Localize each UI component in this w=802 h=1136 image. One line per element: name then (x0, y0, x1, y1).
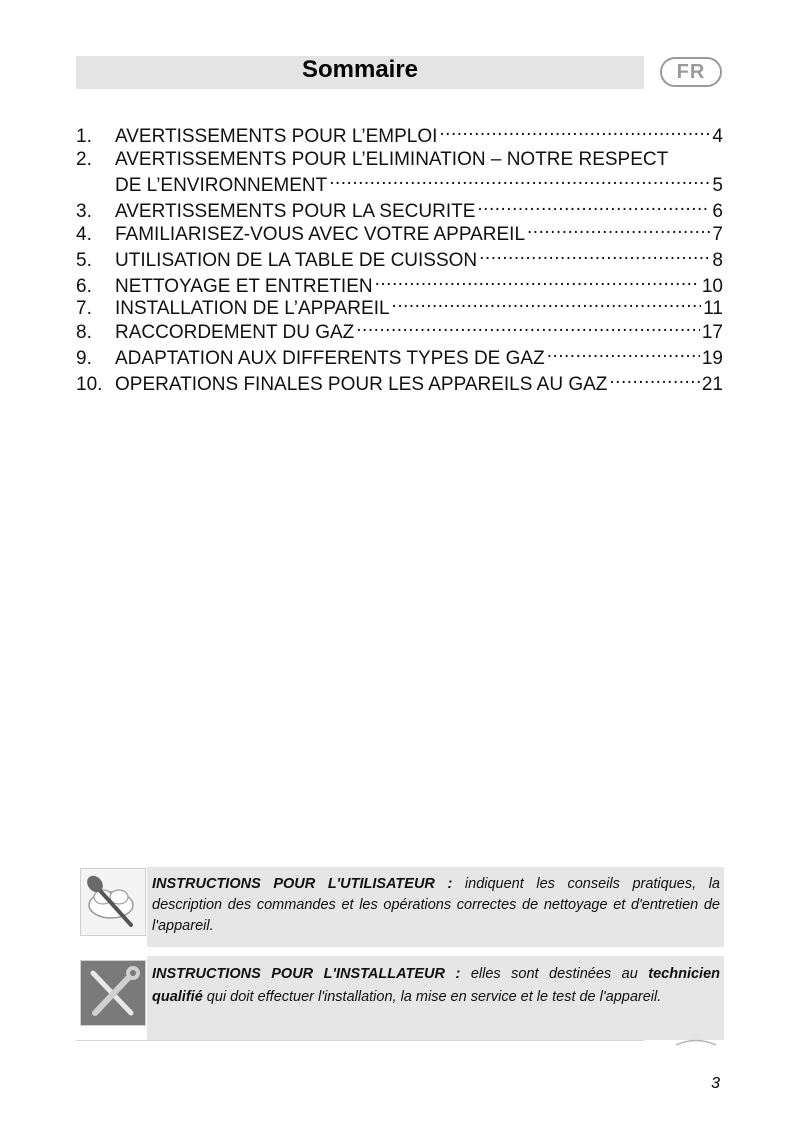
toc-page-number: 10 (701, 276, 723, 297)
toc-leader-dots (356, 320, 700, 338)
toc-leader-dots (547, 346, 700, 364)
toc-title: DE L’ENVIRONNEMENT (115, 175, 328, 196)
toc-title: INSTALLATION DE L’APPAREIL (115, 298, 390, 319)
toc-entry-4[interactable] (76, 222, 723, 247)
toc-entry-10[interactable] (76, 372, 723, 397)
toc-number: 6. (76, 276, 92, 297)
toc-title-line1: AVERTISSEMENTS POUR L’ELIMINATION – NOTRE RESPECT (115, 149, 669, 170)
toc-leader-dots (329, 173, 710, 191)
toc-page-number: 8 (712, 250, 723, 271)
toc-entry-7[interactable] (76, 296, 723, 321)
toc-leader-dots (527, 222, 710, 240)
toc-page-number: 21 (701, 374, 723, 395)
toc-page-number: 11 (703, 298, 723, 319)
note-text: elles sont destinées au (460, 966, 649, 982)
toc-entry-2[interactable] (76, 173, 723, 198)
toc-title: ADAPTATION AUX DIFFERENTS TYPES DE GAZ (115, 348, 545, 369)
toc-page-number: 4 (712, 126, 723, 147)
toc-leader-dots (439, 124, 710, 142)
toc-entry-2-line1[interactable] (76, 148, 723, 172)
language-badge: FR (660, 57, 722, 87)
toc-entry-9[interactable] (76, 346, 723, 371)
toc-title: FAMILIARISEZ-VOUS AVEC VOTRE APPAREIL (115, 224, 526, 245)
toc-title: OPERATIONS FINALES POUR LES APPAREILS AU GAZ (115, 374, 608, 395)
toc-number: 8. (76, 322, 92, 343)
user-instructions-note (147, 867, 724, 947)
page-number: 3 (711, 1075, 720, 1092)
footer-divider (76, 1040, 644, 1041)
note-text: indiquent les conseils pratiques, la description des commandes et les opérations correctes de nettoyage et d'entretien de l'appareil. (152, 876, 720, 934)
toc-leader-dots (477, 199, 710, 217)
toc-title: AVERTISSEMENTS POUR LA SECURITE (115, 201, 476, 222)
toc-title: UTILISATION DE LA TABLE DE CUISSON (115, 250, 478, 271)
note-emphasis: technicien qualifié (152, 966, 720, 1005)
note-heading: INSTRUCTIONS POUR L'INSTALLATEUR : (152, 966, 461, 982)
note-text: qui doit effectuer l'installation, la mise en service et le test de l'appareil. (202, 989, 662, 1005)
toc-leader-dots (375, 274, 700, 292)
toc-number: 7. (76, 298, 92, 319)
toc-page-number: 6 (712, 201, 723, 222)
toc-number: 10. (76, 374, 103, 395)
toc-number: 3. (76, 201, 92, 222)
toc-leader-dots (392, 296, 702, 314)
tools-icon (80, 960, 146, 1026)
toc-title: NETTOYAGE ET ENTRETIEN (115, 276, 373, 297)
toc-entry-3[interactable] (76, 199, 723, 224)
toc-page-number: 7 (712, 224, 723, 245)
toc-entry-1[interactable] (76, 124, 723, 149)
toc-page-number: 5 (712, 175, 723, 196)
installer-instructions-note (147, 956, 724, 1040)
toc-entry-8[interactable] (76, 320, 723, 345)
toc-leader-dots (479, 248, 710, 266)
toc-entry-5[interactable] (76, 248, 723, 273)
footer-arc (676, 1038, 716, 1046)
toc-title: AVERTISSEMENTS POUR L’EMPLOI (115, 126, 438, 147)
toc-number: 5. (76, 250, 92, 271)
toc-number: 4. (76, 224, 92, 245)
title-bar (76, 56, 644, 89)
toc-page-number: 17 (701, 322, 723, 343)
toc-page-number: 19 (701, 348, 723, 369)
chef-spoon-icon (80, 868, 146, 936)
page-title: Sommaire (301, 56, 419, 83)
note-heading: INSTRUCTIONS POUR L'UTILISATEUR : (152, 876, 453, 892)
toc-number: 1. (76, 126, 92, 147)
toc-number: 9. (76, 348, 92, 369)
toc-title: RACCORDEMENT DU GAZ (115, 322, 355, 343)
toc-leader-dots (609, 372, 699, 390)
toc-number: 2. (76, 149, 92, 170)
